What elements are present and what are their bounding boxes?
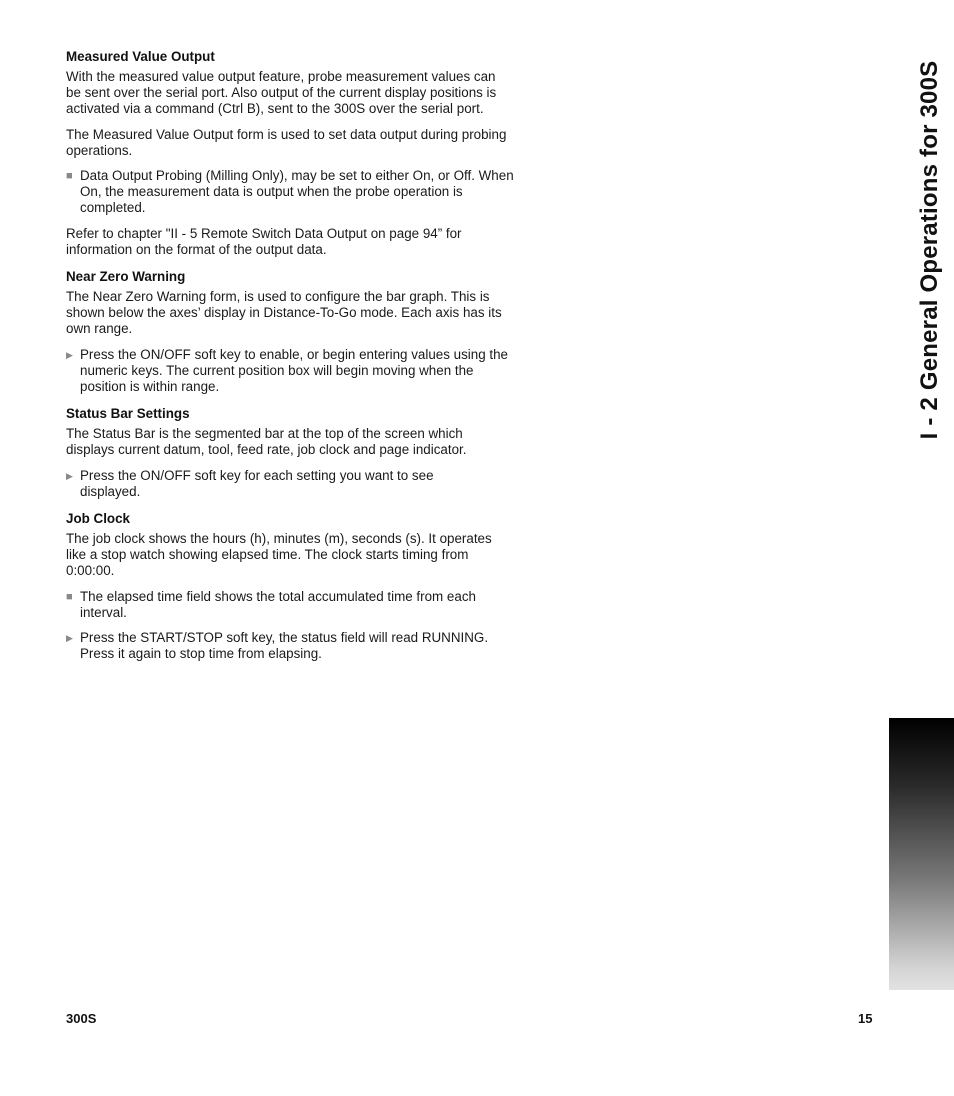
triangle-step-icon: ▶ [66, 470, 73, 481]
triangle-step-icon: ▶ [66, 633, 73, 644]
nzw-step-1 [66, 347, 514, 396]
chapter-tab-gradient [889, 718, 954, 990]
jc-paragraph-1: The job clock shows the hours (h), minutes (m), seconds (s). It operates like a stop watch showing elapsed time. The clock starts timing from 0:00:00. [66, 531, 492, 579]
sbs-step-1-text: Press the ON/OFF soft key for each setting you want to see displayed. [80, 467, 434, 499]
mvo-paragraph-1: With the measured value output feature, probe measurement values can be sent over the serial port. Also output of the current display positions is activated via a command (Ctrl B), sent to the 300S over the serial port. [66, 69, 497, 117]
mvo-bullet-1-text: Data Output Probing (Milling Only), may be set to either On, or Off. When On, the measurement data is output when the probe operation is completed. [80, 168, 514, 216]
nzw-step-1-text: Press the ON/OFF soft key to enable, or begin entering values using the numeric keys. The current position box will begin moving when the position is within range. [80, 346, 508, 395]
jc-bullet-1-text: The elapsed time field shows the total accumulated time from each interval. [80, 588, 476, 620]
heading-near-zero-warning: Near Zero Warning [66, 269, 186, 285]
side-chapter-title: I - 2 General Operations for 300S [916, 60, 943, 440]
mvo-paragraph-3: Refer to chapter "II - 5 Remote Switch Data Output on page 94” for information on the format of the output data. [66, 225, 462, 257]
mvo-bullet-1 [66, 168, 514, 217]
nzw-paragraph-1: The Near Zero Warning form, is used to configure the bar graph. This is shown below the axes’ display in Distance-To-Go mode. Each axis has its own range. [66, 289, 502, 337]
footer-page-number: 15 [858, 1011, 873, 1026]
page-content [66, 49, 514, 671]
sbs-step-1 [66, 468, 460, 500]
jc-step-1 [66, 630, 514, 662]
jc-bullet-1 [66, 589, 514, 621]
triangle-step-icon: ▶ [66, 349, 73, 360]
heading-measured-value-output: Measured Value Output [66, 49, 215, 64]
square-bullet-icon: ■ [66, 170, 73, 183]
heading-job-clock: Job Clock [66, 511, 130, 527]
square-bullet-icon: ■ [66, 590, 73, 603]
footer-product-name: 300S [66, 1011, 97, 1026]
sbs-paragraph-1: The Status Bar is the segmented bar at the top of the screen which displays current datum, tool, feed rate, job clock and page indicator. [66, 426, 467, 458]
mvo-paragraph-2: The Measured Value Output form is used to set data output during probing operations. [66, 126, 507, 158]
jc-step-1-text: Press the START/STOP soft key, the status field will read RUNNING. Press it again to stop time from elapsing. [80, 630, 489, 662]
heading-status-bar-settings: Status Bar Settings [66, 406, 190, 422]
